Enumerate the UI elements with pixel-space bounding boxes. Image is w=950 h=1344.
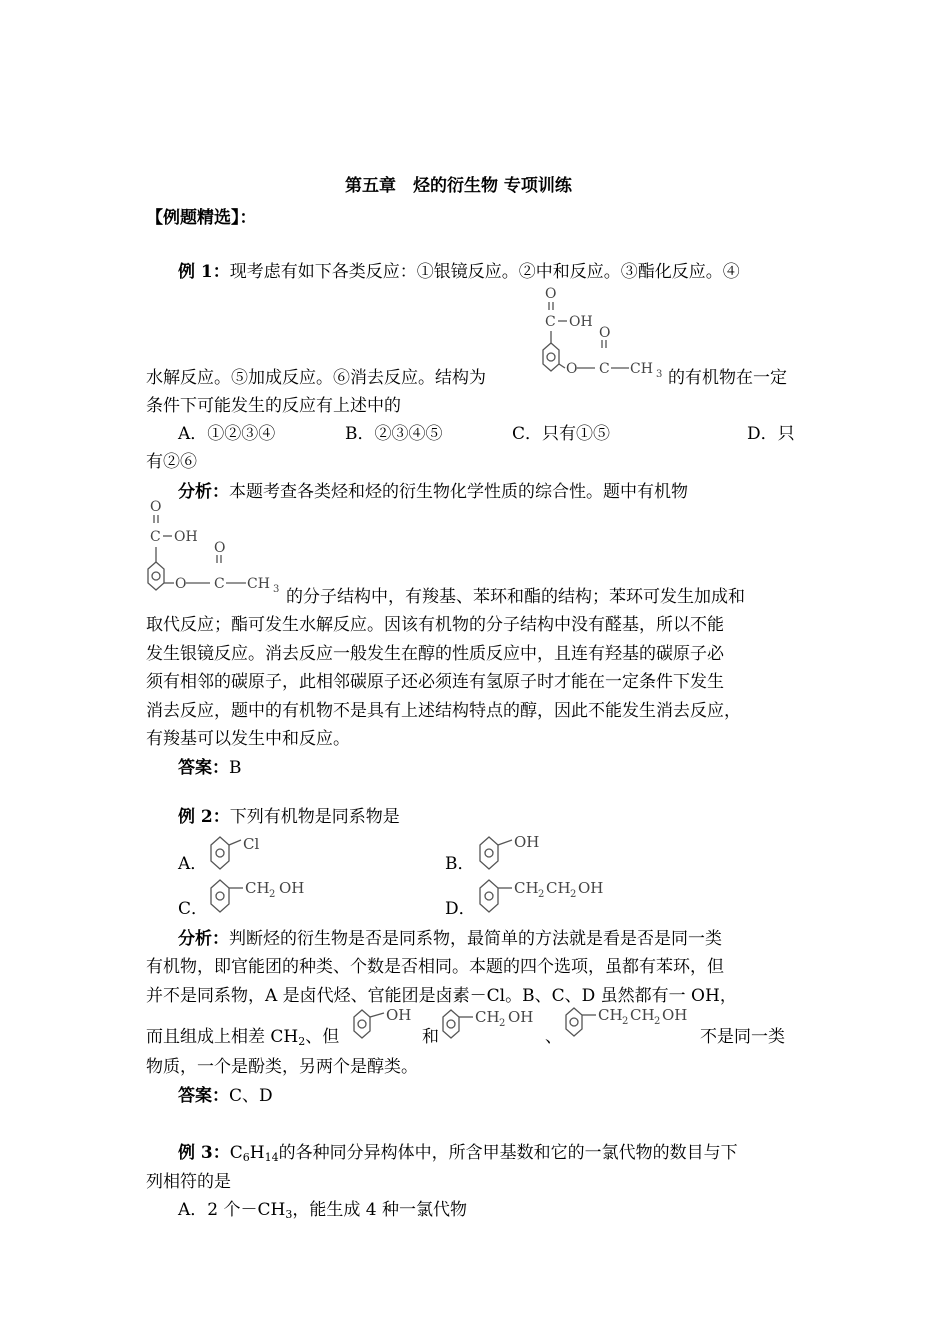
svg-text:O: O	[566, 361, 578, 377]
svg-text:2: 2	[622, 1016, 629, 1027]
ex1-analysis-line2: 的分子结构中，有羧基、苯环和酯的结构；苯环可发生加成和	[286, 587, 745, 607]
ex1-analysis-line4: 发生银镜反应。消去反应一般发生在醇的性质反应中，且连有羟基的碳原子必	[146, 644, 724, 664]
page-title: 第五章 烃的衍生物 专项训练	[345, 176, 572, 196]
benzene-ring-icon	[443, 1010, 459, 1038]
svg-text:OH: OH	[386, 1006, 412, 1024]
svg-text:OH: OH	[508, 1008, 534, 1026]
ex2-analysis-line3: 并不是同系物，A 是卤代烃、官能团是卤素－Cl。B、C、D 虽然都有一 OH，	[146, 986, 737, 1006]
svg-text:CH: CH	[630, 361, 653, 377]
ex2-analysis-line5: 物质，一个是酚类，另两个是醇类。	[146, 1057, 418, 1077]
svg-text:C: C	[599, 361, 610, 377]
svg-text:CH: CH	[630, 1006, 655, 1024]
ex2-analysis-comma: 、	[545, 1027, 562, 1047]
ex1-option-a: A．①②③④	[178, 424, 276, 444]
ex1-analysis-line5: 须有相邻的碳原子，此相邻碳原子还必须连有氢原子时才能在一定条件下发生	[146, 672, 724, 692]
ex2-analysis-line1: 分析：判断烃的衍生物是否是同系物，最简单的方法就是看是否是同一类	[178, 929, 722, 949]
svg-text:O: O	[545, 286, 557, 302]
ex1-question-line1: 例 1：现考虑有如下各类反应：①银镜反应。②中和反应。③酯化反应。④	[178, 262, 740, 282]
svg-text:CH: CH	[247, 576, 270, 592]
svg-text:Cl: Cl	[243, 835, 260, 853]
svg-text:2: 2	[499, 1018, 506, 1029]
benzene-ring-icon	[480, 837, 498, 869]
ex3-question-line1: 例 3：$C_6H_{14}$的各种同分异构体中，所含甲基数和它的一氯代物的数目与下	[178, 1143, 738, 1164]
ex2-option-c: C．	[178, 899, 209, 919]
structure-phenol	[474, 828, 554, 872]
structure-chlorobenzene	[205, 830, 275, 874]
svg-text:3: 3	[273, 584, 280, 595]
svg-text:O: O	[175, 576, 187, 592]
ex1-question-line3: 条件下可能发生的反应有上述中的	[146, 396, 401, 416]
ex1-option-c: C．只有①⑤	[512, 424, 611, 444]
benzene-ring-icon	[148, 562, 164, 590]
svg-text:3: 3	[656, 369, 663, 380]
benzene-ring-icon	[354, 1010, 370, 1038]
ex2-analysis-line2: 有机物，即官能团的种类、个数是否相同。本题的四个选项，虽都有苯环，但	[146, 957, 724, 977]
inline-phenylethanol	[560, 1001, 696, 1041]
svg-text:2: 2	[538, 889, 545, 900]
inline-phenol	[348, 1003, 420, 1043]
structure-aspirin	[525, 282, 667, 386]
benzene-ring-icon	[566, 1008, 582, 1036]
svg-text:O: O	[150, 499, 162, 515]
ex2-option-a: A．	[178, 854, 208, 874]
svg-text:C: C	[214, 576, 225, 592]
inline-benzyl-alcohol	[437, 1003, 545, 1043]
svg-text:O: O	[214, 540, 226, 556]
svg-text:CH: CH	[598, 1006, 623, 1024]
ex1-answer: 答案：B	[178, 758, 242, 778]
svg-text:OH: OH	[569, 314, 593, 330]
svg-text:CH: CH	[546, 879, 571, 897]
svg-text:C: C	[150, 529, 161, 545]
svg-text:OH: OH	[279, 879, 305, 897]
ex2-answer: 答案：C、D	[178, 1086, 273, 1106]
ex1-analysis-line7: 有羧基可以发生中和反应。	[146, 729, 350, 749]
svg-text:2: 2	[654, 1016, 661, 1027]
ex1-analysis-line1: 分析：本题考查各类烃和烃的衍生物化学性质的综合性。题中有机物	[178, 482, 688, 502]
svg-text:OH: OH	[174, 529, 198, 545]
svg-text:2: 2	[570, 889, 577, 900]
svg-text:C: C	[545, 314, 556, 330]
ex1-question-line2: 水解反应。⑤加成反应。⑥消去反应。结构为	[146, 368, 486, 388]
svg-text:CH: CH	[245, 879, 270, 897]
ex1-question-line2-end: 的有机物在一定	[668, 368, 787, 388]
ex1-option-b: B．②③④⑤	[345, 424, 443, 444]
section-heading: 【例题精选】：	[146, 208, 257, 228]
ex2-analysis-line4-end: 不是同一类	[700, 1027, 785, 1047]
ex2-option-b: B．	[445, 854, 475, 874]
ex2-question: 例 2：下列有机物是同系物是	[178, 807, 400, 827]
svg-text:OH: OH	[662, 1006, 688, 1024]
ex2-analysis-and: 和	[422, 1027, 439, 1047]
benzene-ring-icon	[211, 837, 229, 869]
svg-text:OH: OH	[514, 833, 540, 851]
ex1-option-d: D．只	[747, 424, 795, 444]
benzene-ring-icon	[543, 343, 559, 371]
svg-text:CH: CH	[514, 879, 539, 897]
benzene-ring-icon	[480, 880, 498, 912]
svg-text:O: O	[599, 325, 611, 341]
ex2-analysis-line4: 而且组成上相差 $CH_2$、但	[146, 1027, 340, 1048]
ex1-option-d-cont: 有②⑥	[146, 452, 197, 472]
structure-benzyl-alcohol	[205, 872, 320, 916]
svg-text:OH: OH	[578, 879, 604, 897]
svg-text:CH: CH	[475, 1008, 500, 1026]
svg-text:2: 2	[269, 889, 276, 900]
ex3-option-a: A．2 个$-CH_3$，能生成 4 种一氯代物	[178, 1200, 467, 1221]
benzene-ring-icon	[211, 880, 229, 912]
structure-aspirin-2	[144, 497, 286, 601]
ex3-question-line2: 列相符的是	[146, 1172, 231, 1192]
ex1-analysis-line6: 消去反应，题中的有机物不是具有上述结构特点的醇，因此不能发生消去反应，	[146, 701, 741, 721]
ex1-analysis-line3: 取代反应；酯可发生水解反应。因该有机物的分子结构中没有醛基，所以不能	[146, 615, 724, 635]
ex2-option-d: D．	[445, 899, 476, 919]
structure-phenylethanol	[474, 872, 614, 916]
